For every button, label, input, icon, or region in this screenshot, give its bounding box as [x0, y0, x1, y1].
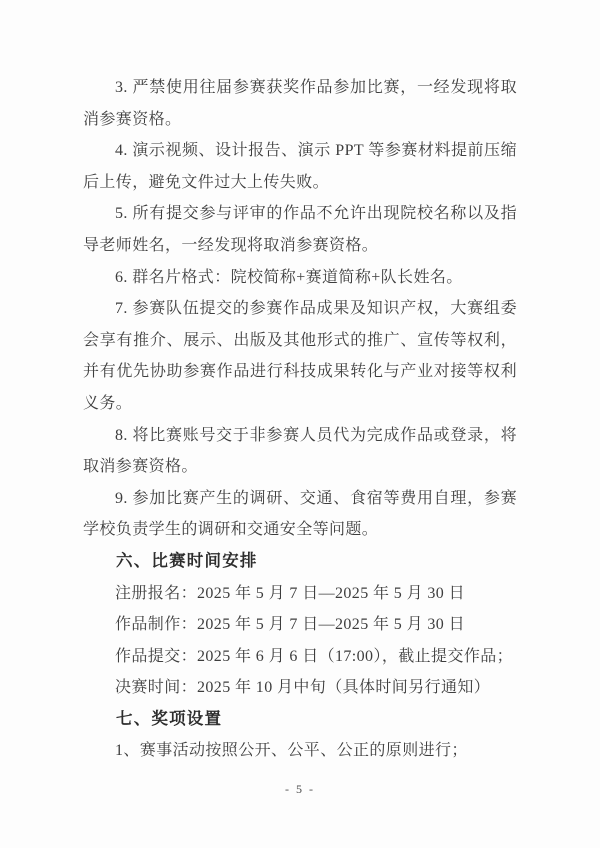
- schedule-line-registration: 注册报名：2025 年 5 月 7 日—2025 年 5 月 30 日: [115, 584, 466, 602]
- paragraph-rule-7: 7. 参赛队伍提交的参赛作品成果及知识产权，大赛组委会享有推介、展示、出版及其他形式的推广、宣传等权利，并有优先协助参赛作品进行科技成果转化与产业对接等权利义务。: [83, 300, 517, 412]
- paragraph-rule-3: 3. 严禁使用往届参赛获奖作品参加比赛，一经发现将取消参赛资格。: [83, 79, 517, 128]
- section-heading-schedule: 六、比赛时间安排: [116, 551, 258, 570]
- paragraph-rule-4: 4. 演示视频、设计报告、演示 PPT 等参赛材料提前压缩后上传，避免文件过大上传失败。: [83, 142, 517, 191]
- paragraph-rule-5: 5. 所有提交参与评审的作品不允许出现院校名称以及指导老师姓名，一经发现将取消参赛资格。: [83, 205, 517, 254]
- page-footer: [0, 780, 600, 798]
- schedule-line-production: 作品制作：2025 年 5 月 7 日—2025 年 5 月 30 日: [115, 616, 466, 634]
- paragraph-rule-8: 8. 将比赛账号交于非参赛人员代为完成作品或登录，将取消参赛资格。: [83, 426, 517, 476]
- paragraph-award-principle: 1、赛事活动按照公开、公平、公正的原则进行；: [115, 742, 468, 760]
- schedule-line-submission: 作品提交：2025 年 6 月 6 日（17:00），截止提交作品；: [115, 647, 514, 665]
- schedule-line-final: 决赛时间：2025 年 10 月中旬（具体时间另行通知）: [115, 679, 491, 697]
- paragraph-rule-6: 6. 群名片格式：院校简称+赛道简称+队长姓名。: [115, 268, 463, 286]
- section-heading-awards: 七、奖项设置: [116, 709, 223, 728]
- paragraph-rule-9: 9. 参加比赛产生的调研、交通、食宿等费用自理，参赛学校负责学生的调研和交通安全等问题。: [83, 489, 517, 539]
- page-number: - 5 -: [285, 782, 315, 796]
